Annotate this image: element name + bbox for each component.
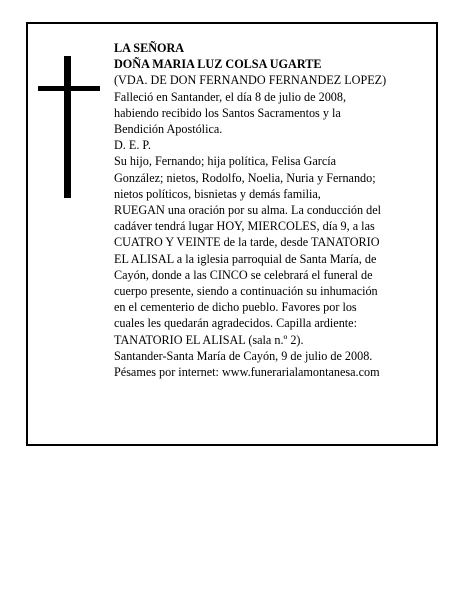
text-line: nietos políticos, bisnietas y demás familia,	[114, 186, 321, 201]
cross-icon	[38, 56, 100, 198]
obituary-text	[114, 40, 432, 380]
title-line: LA SEÑORA	[114, 41, 185, 55]
cross-horizontal-bar	[38, 86, 100, 91]
cross-vertical-bar	[64, 56, 71, 198]
text-line: Falleció en Santander, el día 8 de julio de 2008,	[114, 89, 347, 104]
text-line: Su hijo, Fernando; hija política, Felisa García	[114, 154, 337, 169]
text-line: TANATORIO EL ALISAL (sala n.º 2).	[114, 332, 304, 347]
text-line: EL ALISAL a la iglesia parroquial de Santa María, de	[114, 251, 377, 266]
widow-of-line: (VDA. DE DON FERNANDO FERNANDEZ LOPEZ)	[114, 73, 387, 88]
text-line: cadáver tendrá lugar HOY, MIERCOLES, día 9, a las	[114, 219, 375, 234]
text-line: RUEGAN una oración por su alma. La conducción del	[114, 203, 382, 218]
text-line: Cayón, donde a las CINCO se celebrará el funeral de	[114, 267, 373, 282]
text-line: Bendición Apostólica.	[114, 122, 223, 137]
text-line: habiendo recibido los Santos Sacramentos y la	[114, 105, 341, 120]
rip-line: D. E. P.	[114, 138, 151, 153]
text-line: cuerpo presente, siendo a continuación su inhumación	[114, 284, 378, 299]
condolences-line: Pésames por internet: www.funerarialamontanesa.com	[114, 365, 380, 380]
text-line: CUATRO Y VEINTE de la tarde, desde TANATORIO	[114, 235, 380, 250]
text-line: González; nietos, Rodolfo, Noelia, Nuria y Fernando;	[114, 170, 376, 185]
text-line: en el cementerio de dicho pueblo. Favores por los	[114, 300, 357, 315]
text-line: cuales les quedarán agradecidos. Capilla ardiente:	[114, 316, 357, 331]
deceased-name: DOÑA MARIA LUZ COLSA UGARTE	[114, 57, 322, 72]
place-date-line: Santander-Santa María de Cayón, 9 de julio de 2008.	[114, 348, 373, 363]
